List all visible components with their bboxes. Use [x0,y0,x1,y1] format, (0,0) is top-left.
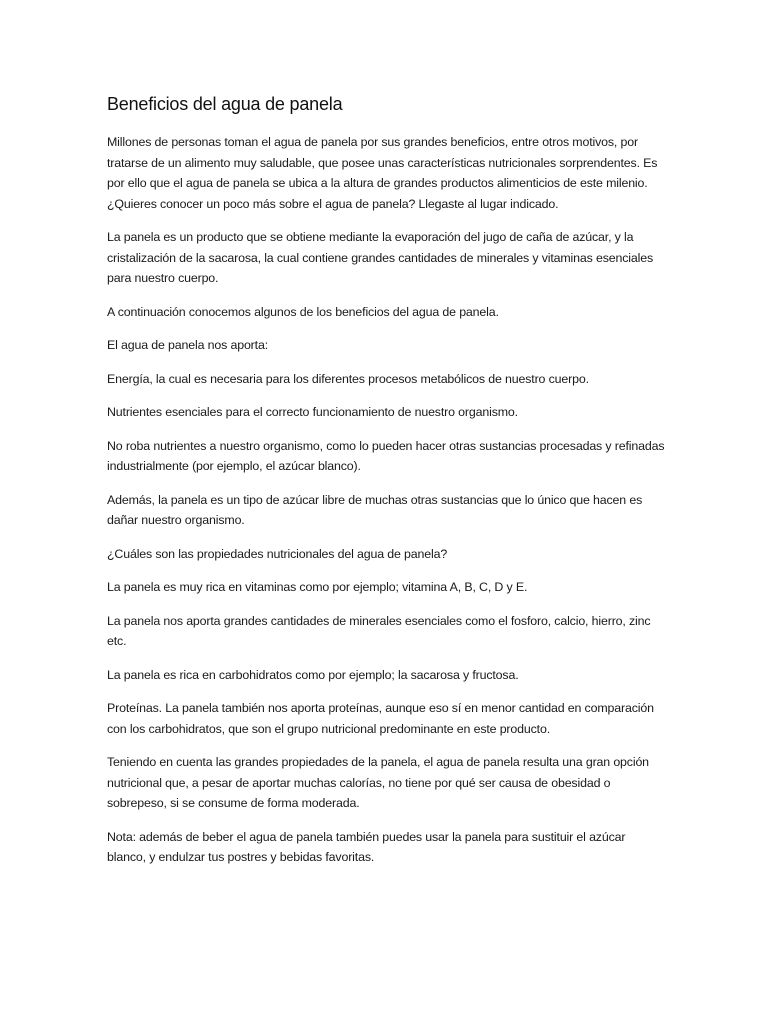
properties-question-paragraph: ¿Cuáles son las propiedades nutricionales del agua de panela? [107,546,448,561]
document-page [107,92,667,881]
carbohydrates-paragraph: La panela es rica en carbohidratos como por ejemplo; la sacarosa y fructosa. [107,667,519,682]
free-sugar-paragraph: Además, la panela es un tipo de azúcar libre de muchas otras sustancias que lo único que hacen es dañar nuestro organismo. [107,492,643,527]
note-paragraph: Nota: además de beber el agua de panela también puedes usar la panela para sustituir el azúcar blanco, y endulzar tus postres y bebidas favoritas. [107,829,626,864]
document-title: Beneficios del agua de panela [107,94,343,114]
proteins-paragraph: Proteínas. La panela también nos aporta proteínas, aunque eso sí en menor cantidad en comparación con los carbohidratos, que son el grupo nutricional predominante en este producto. [107,701,654,736]
intro-paragraph: Millones de personas toman el agua de panela por sus grandes beneficios, entre otros motivos, por tratarse de un alimento muy saludable, que posee unas características nutricionales sorprendentes. Es por ello que el agua de panela se ubica a la altura de grandes productos alimenticios de este milenio. ¿Quieres conocer un poco más sobre el agua de panela? Llegaste al lugar indicado. [107,135,658,211]
nutrients-paragraph: Nutrientes esenciales para el correcto funcionamiento de nuestro organismo. [107,405,518,419]
contributions-heading-paragraph: El agua de panela nos aporta: [107,338,268,352]
conclusion-paragraph: Teniendo en cuenta las grandes propiedades de la panela, el agua de panela resulta una gran opción nutricional que, a pesar de aportar muchas calorías, no tiene por qué ser causa de obesidad o sobrepeso, si se consume de forma moderada. [107,755,649,810]
definition-paragraph: La panela es un producto que se obtiene mediante la evaporación del jugo de caña de azúcar, y la cristalización de la sacarosa, la cual contiene grandes cantidades de minerales y vitaminas esenciales para nuestro cuerpo. [107,230,654,285]
benefits-intro-paragraph: A continuación conocemos algunos de los beneficios del agua de panela. [107,304,499,319]
vitamins-paragraph: La panela es muy rica en vitaminas como por ejemplo; vitamina A, B, C, D y E. [107,580,528,594]
no-steal-nutrients-paragraph: No roba nutrientes a nuestro organismo, como lo pueden hacer otras sustancias procesadas y refinadas industrialmente (por ejemplo, el azúcar blanco). [107,438,665,473]
energy-paragraph: Energía, la cual es necesaria para los diferentes procesos metabólicos de nuestro cuerpo. [107,371,589,386]
minerals-paragraph: La panela nos aporta grandes cantidades de minerales esenciales como el fosforo, calcio, hierro, zinc etc. [107,613,651,648]
